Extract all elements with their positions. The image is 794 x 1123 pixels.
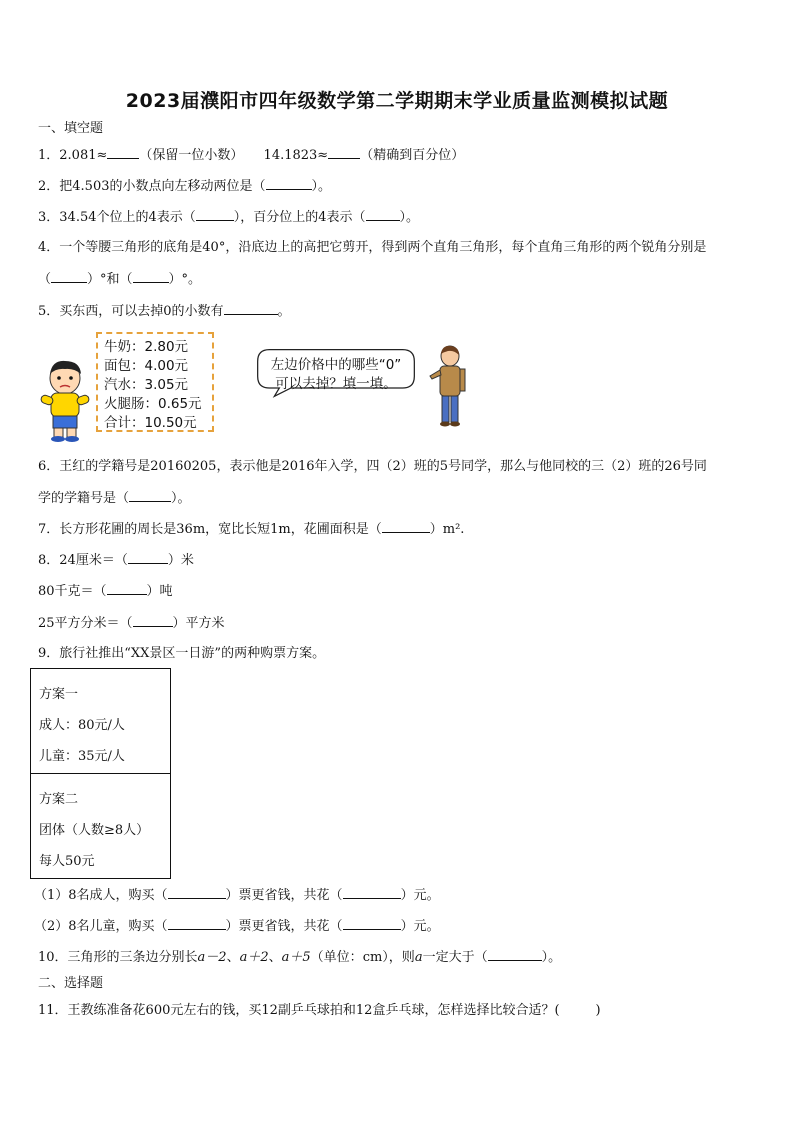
q10-text-b: （单位： (310, 950, 363, 965)
q2-blank[interactable] (266, 177, 312, 190)
cartoon-boy-illustration (38, 358, 92, 442)
q9-sub2-blank-1[interactable] (168, 917, 226, 930)
q11-text-end: ) (595, 1003, 601, 1018)
q10-text-d: 一定大于（ (422, 950, 488, 965)
question-1 (38, 146, 464, 165)
q1-blank-1[interactable] (107, 146, 139, 159)
question-10 (38, 948, 561, 967)
q4-text-c: ）°。 (168, 272, 202, 287)
q5-text: 5．买东西，可以去掉0的小数有 (38, 304, 224, 319)
q5-blank[interactable] (224, 302, 278, 315)
question-6-line-2 (38, 489, 191, 508)
plan-two-title: 方案二 (39, 792, 79, 807)
question-8-line-2 (38, 582, 173, 601)
plan-two-group-condition: 团体（人数≥8人） (39, 823, 150, 838)
question-4-line-2 (38, 270, 201, 289)
question-9: 9．旅行社推出“XX景区一日游”的两种购票方案。 (38, 646, 326, 661)
q8-text-3b: ）平方米 (172, 616, 225, 631)
q10-blank[interactable] (488, 948, 542, 961)
q3-blank-1[interactable] (196, 208, 234, 221)
question-9-sub-1 (34, 886, 440, 905)
q10-expr-1: a－2 (197, 950, 227, 965)
q9-sub2-text-a: （2）8名儿童，购买（ (34, 919, 168, 934)
q2-text-b: ）。 (311, 179, 332, 194)
question-2 (38, 177, 331, 196)
q6-blank[interactable] (129, 489, 171, 502)
q9-sub1-blank-2[interactable] (343, 886, 401, 899)
q10-text-a: 10．三角形的三条边分别长 (38, 950, 198, 965)
price-item: 汽水：3.05元 (104, 377, 189, 393)
plan-two-box (30, 773, 171, 879)
q7-text-a: 7．长方形花圃的周长是36m，宽比长短1m，花圃面积是（ (38, 522, 382, 537)
q8-text-3a: 25平方分米＝（ (38, 616, 133, 631)
q10-text-e: ）。 (541, 950, 562, 965)
q3-text-c: ）。 (399, 210, 420, 225)
q10-text-c: ），则 (382, 950, 415, 965)
bubble-line-1: 左边价格中的哪些“0” (270, 357, 402, 373)
question-9-sub-2 (34, 917, 440, 936)
q1-text-c: 14.1823≈ (263, 148, 329, 163)
q4-text-a: （ (38, 272, 52, 287)
q4-blank-2[interactable] (133, 270, 169, 283)
q4-text-b: ）°和（ (87, 272, 133, 287)
q10-unit: cm (362, 950, 383, 965)
q8-blank-3[interactable] (133, 614, 173, 627)
plan-one-child-price: 儿童：35元/人 (39, 749, 125, 764)
plan-two-price: 每人50元 (39, 854, 95, 869)
price-item: 火腿肠：0.65元 (104, 396, 202, 412)
question-4-line-1: 4．一个等腰三角形的底角是40°，沿底边上的高把它剪开，得到两个直角三角形，每个直角三角形的两个锐角分别是 (38, 240, 707, 255)
price-item: 牛奶：2.80元 (104, 339, 189, 355)
plan-one-box (30, 668, 171, 774)
q1-blank-2[interactable] (328, 146, 360, 159)
section-fill-heading: 一、填空题 (38, 121, 104, 136)
question-7 (38, 520, 464, 539)
q1-text-b: （保留一位小数） (139, 148, 244, 163)
question-8-line-3 (38, 614, 225, 633)
question-5 (38, 302, 291, 321)
price-item: 面包：4.00元 (104, 358, 189, 374)
q9-sub2-blank-2[interactable] (343, 917, 401, 930)
question-8-line-1 (38, 551, 194, 570)
q10-sep-1: 、 (226, 950, 240, 965)
q10-expr-2: a＋2 (239, 950, 269, 965)
page-title: 2023届濮阳市四年级数学第二学期期末学业质量监测模拟试题 (125, 90, 669, 112)
bubble-line-2: 可以去掉？填一填。 (275, 376, 397, 392)
q9-sub1-text-b: ）票更省钱，共花（ (225, 888, 343, 903)
cartoon-teacher-illustration (428, 344, 468, 428)
q5-text-end: 。 (277, 304, 291, 319)
section-choice-heading: 二、选择题 (38, 976, 104, 991)
q1-text-a: 1．2.081≈ (38, 148, 108, 163)
plan-one-adult-price: 成人：80元/人 (39, 718, 125, 733)
q3-text-a: 3．34.54个位上的4表示（ (38, 210, 196, 225)
q2-text-a: 2．把4.503的小数点向左移动两位是（ (38, 179, 266, 194)
q8-text-1b: ）米 (167, 553, 194, 568)
q9-sub1-blank-1[interactable] (168, 886, 226, 899)
price-total: 合计：10.50元 (104, 415, 197, 431)
q8-blank-1[interactable] (128, 551, 168, 564)
q1-text-d: （精确到百分位） (360, 148, 465, 163)
q10-sep-2: 、 (268, 950, 282, 965)
speech-bubble-text (240, 356, 432, 394)
plan-one-title: 方案一 (39, 687, 79, 702)
q9-sub2-text-b: ）票更省钱，共花（ (225, 919, 343, 934)
q8-text-2a: 80千克＝（ (38, 584, 107, 599)
q10-expr-3: a＋5 (281, 950, 311, 965)
q9-sub1-text-a: （1）8名成人，购买（ (34, 888, 168, 903)
q11-text: 11．王教练准备花600元左右的钱，买12副乒乓球拍和12盒乒乓球，怎样选择比较合适？( (38, 1003, 560, 1018)
q4-blank-1[interactable] (51, 270, 87, 283)
q9-sub1-text-c: ）元。 (400, 888, 440, 903)
question-3 (38, 208, 419, 227)
q3-text-b: ），百分位上的4表示（ (233, 210, 366, 225)
q6-text-b: ）。 (171, 491, 191, 506)
q9-sub2-text-c: ）元。 (400, 919, 440, 934)
q8-text-1a: 8．24厘米＝（ (38, 553, 128, 568)
q7-text-b: ）m². (429, 522, 465, 537)
q3-blank-2[interactable] (366, 208, 400, 221)
q6-text-a: 学的学籍号是（ (38, 491, 130, 506)
q10-variable: a (414, 950, 423, 965)
question-6-line-1: 6．王红的学籍号是20160205，表示他是2016年入学，四（2）班的5号同学，那么与他同校的三（2）班的26号同 (38, 459, 707, 474)
q8-text-2b: ）吨 (146, 584, 173, 599)
question-11 (38, 1002, 601, 1020)
q7-blank[interactable] (382, 520, 430, 533)
q8-blank-2[interactable] (107, 582, 147, 595)
price-list-box (96, 332, 214, 432)
